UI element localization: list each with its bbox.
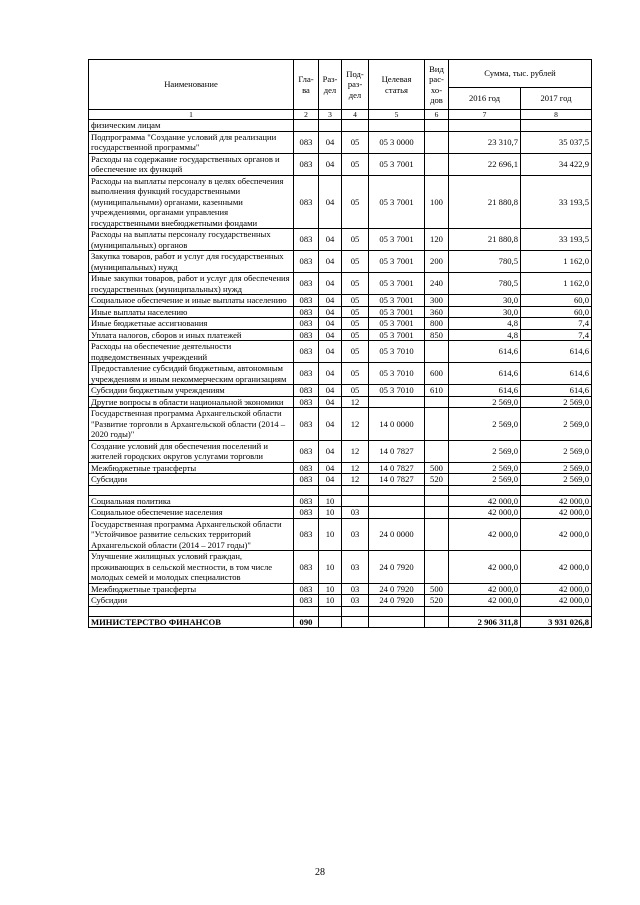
cell-subsection <box>342 120 369 132</box>
cell-section: 10 <box>319 518 342 551</box>
cell-exptype: 800 <box>425 318 449 330</box>
cell-section: 04 <box>319 396 342 408</box>
cell-section: 04 <box>319 440 342 462</box>
table-row <box>89 329 592 341</box>
cell-2017: 42 000,0 <box>521 495 592 507</box>
cell-name: Государственная программа Архангельской области "Устойчивое развитие сельских территорий Архангельской области (2014 – 2017 годы)" <box>89 518 294 551</box>
cell-name: Государственная программа Архангельской области "Развитие торговли в Архангельской области (2014 – 2020 годы)" <box>89 408 294 441</box>
cell-section: 04 <box>319 306 342 318</box>
cell-subsection: 05 <box>342 229 369 251</box>
cell-target: 05 3 7001 <box>369 153 425 175</box>
cell-chapter <box>294 120 319 132</box>
cell-exptype <box>425 518 449 551</box>
cell-exptype <box>425 485 449 495</box>
cell-section: 04 <box>319 462 342 474</box>
cell-exptype <box>425 507 449 519</box>
cell-section <box>319 606 342 616</box>
cell-chapter: 083 <box>294 440 319 462</box>
table-row <box>89 462 592 474</box>
cell-name: Расходы на обеспечение деятельности подведомственных учреждений <box>89 341 294 363</box>
cell-2017: 2 569,0 <box>521 440 592 462</box>
header-sum: Сумма, тыс. рублей <box>449 60 592 88</box>
cell-section: 10 <box>319 507 342 519</box>
header-target: Целевая статья <box>369 60 425 110</box>
column-number: 3 <box>319 110 342 120</box>
cell-2017: 60,0 <box>521 295 592 307</box>
cell-2016: 21 880,8 <box>449 175 521 229</box>
cell-2017: 42 000,0 <box>521 595 592 607</box>
cell-2016 <box>449 606 521 616</box>
table-row <box>89 551 592 584</box>
cell-2016: 614,6 <box>449 341 521 363</box>
cell-target: 24 0 7920 <box>369 595 425 607</box>
cell-section: 04 <box>319 229 342 251</box>
cell-section <box>319 120 342 132</box>
cell-target: 05 3 7001 <box>369 175 425 229</box>
cell-target: 05 3 7010 <box>369 341 425 363</box>
cell-exptype: 100 <box>425 175 449 229</box>
cell-target: 05 3 7001 <box>369 251 425 273</box>
header-year-2016: 2016 год <box>449 88 521 110</box>
table-row <box>89 229 592 251</box>
header-name: Наименование <box>89 60 294 110</box>
column-number: 8 <box>521 110 592 120</box>
cell-name: Закупка товаров, работ и услуг для государственных (муниципальных) нужд <box>89 251 294 273</box>
table-row <box>89 175 592 229</box>
cell-section: 10 <box>319 595 342 607</box>
table-row <box>89 583 592 595</box>
cell-subsection: 05 <box>342 273 369 295</box>
column-number-row <box>89 110 592 120</box>
cell-exptype: 240 <box>425 273 449 295</box>
cell-target: 14 0 7827 <box>369 440 425 462</box>
table-row <box>89 408 592 441</box>
cell-2016: 42 000,0 <box>449 495 521 507</box>
cell-subsection: 05 <box>342 341 369 363</box>
cell-subsection: 05 <box>342 363 369 385</box>
cell-section: 04 <box>319 251 342 273</box>
cell-2016: 780,5 <box>449 251 521 273</box>
table-row <box>89 251 592 273</box>
cell-subsection: 05 <box>342 153 369 175</box>
cell-section: 04 <box>319 474 342 486</box>
cell-chapter: 083 <box>294 175 319 229</box>
cell-exptype: 850 <box>425 329 449 341</box>
cell-name: Другие вопросы в области национальной экономики <box>89 396 294 408</box>
cell-exptype <box>425 495 449 507</box>
cell-target: 05 3 7010 <box>369 385 425 397</box>
table-row <box>89 485 592 495</box>
cell-2016 <box>449 485 521 495</box>
cell-subsection <box>342 495 369 507</box>
cell-name: Расходы на выплаты персоналу в целях обеспечения выполнения функций государственными (муниципальными) органами, казенными учреждениями, органами управления государственными внебюджетными фондами <box>89 175 294 229</box>
cell-2017: 42 000,0 <box>521 518 592 551</box>
cell-section <box>319 616 342 628</box>
cell-name: Расходы на содержание государственных органов и обеспечение их функций <box>89 153 294 175</box>
cell-name: Социальная политика <box>89 495 294 507</box>
cell-2016: 22 696,1 <box>449 153 521 175</box>
cell-chapter <box>294 485 319 495</box>
cell-exptype <box>425 120 449 132</box>
cell-exptype: 520 <box>425 595 449 607</box>
cell-section: 10 <box>319 583 342 595</box>
cell-name: Иные бюджетные ассигнования <box>89 318 294 330</box>
cell-exptype <box>425 153 449 175</box>
cell-section: 04 <box>319 318 342 330</box>
cell-2017: 1 162,0 <box>521 251 592 273</box>
cell-chapter: 083 <box>294 306 319 318</box>
cell-subsection: 05 <box>342 318 369 330</box>
column-number: 1 <box>89 110 294 120</box>
table-row <box>89 507 592 519</box>
table-row <box>89 474 592 486</box>
cell-section: 04 <box>319 408 342 441</box>
cell-subsection: 03 <box>342 518 369 551</box>
cell-2016: 30,0 <box>449 306 521 318</box>
cell-name: МИНИСТЕРСТВО ФИНАНСОВ <box>89 616 294 628</box>
column-number: 7 <box>449 110 521 120</box>
cell-2017: 35 037,5 <box>521 131 592 153</box>
cell-exptype: 600 <box>425 363 449 385</box>
cell-2017: 614,6 <box>521 341 592 363</box>
cell-2016: 2 569,0 <box>449 440 521 462</box>
cell-name: Подпрограмма "Создание условий для реализации государственной программы" <box>89 131 294 153</box>
cell-2017: 2 569,0 <box>521 408 592 441</box>
cell-2016: 614,6 <box>449 385 521 397</box>
cell-section: 04 <box>319 131 342 153</box>
cell-section: 10 <box>319 551 342 584</box>
cell-subsection: 05 <box>342 306 369 318</box>
table-row <box>89 273 592 295</box>
cell-2017 <box>521 120 592 132</box>
cell-subsection: 05 <box>342 131 369 153</box>
cell-section: 04 <box>319 329 342 341</box>
cell-exptype <box>425 396 449 408</box>
cell-chapter: 083 <box>294 385 319 397</box>
cell-section: 04 <box>319 175 342 229</box>
table-row <box>89 318 592 330</box>
cell-target: 14 0 0000 <box>369 408 425 441</box>
cell-name: Иные выплаты населению <box>89 306 294 318</box>
cell-2017: 34 422,9 <box>521 153 592 175</box>
cell-chapter: 083 <box>294 518 319 551</box>
cell-chapter: 083 <box>294 595 319 607</box>
cell-target <box>369 495 425 507</box>
table-row <box>89 131 592 153</box>
cell-name: Предоставление субсидий бюджетным, автономным учреждениям и иным некоммерческим организациям <box>89 363 294 385</box>
cell-target <box>369 507 425 519</box>
cell-exptype <box>425 551 449 584</box>
header-year-2017: 2017 год <box>521 88 592 110</box>
cell-2017: 2 569,0 <box>521 396 592 408</box>
cell-chapter: 090 <box>294 616 319 628</box>
cell-chapter: 083 <box>294 396 319 408</box>
column-number: 5 <box>369 110 425 120</box>
table-row <box>89 440 592 462</box>
cell-2017: 33 193,5 <box>521 175 592 229</box>
cell-subsection: 05 <box>342 175 369 229</box>
budget-table <box>88 59 592 628</box>
cell-name <box>89 606 294 616</box>
cell-target: 14 0 7827 <box>369 462 425 474</box>
table-row <box>89 341 592 363</box>
cell-target <box>369 485 425 495</box>
cell-2016: 4,8 <box>449 329 521 341</box>
cell-exptype: 500 <box>425 583 449 595</box>
cell-chapter: 083 <box>294 318 319 330</box>
cell-2016: 780,5 <box>449 273 521 295</box>
cell-2017: 42 000,0 <box>521 551 592 584</box>
page-number: 28 <box>315 867 325 878</box>
cell-chapter <box>294 606 319 616</box>
cell-2016: 21 880,8 <box>449 229 521 251</box>
cell-chapter: 083 <box>294 341 319 363</box>
cell-2017: 2 569,0 <box>521 474 592 486</box>
cell-exptype: 300 <box>425 295 449 307</box>
cell-exptype: 610 <box>425 385 449 397</box>
cell-target <box>369 606 425 616</box>
table-row <box>89 518 592 551</box>
cell-target <box>369 616 425 628</box>
cell-subsection: 05 <box>342 295 369 307</box>
cell-2016: 42 000,0 <box>449 583 521 595</box>
cell-subsection: 05 <box>342 385 369 397</box>
cell-subsection: 12 <box>342 396 369 408</box>
cell-target: 05 3 7001 <box>369 273 425 295</box>
cell-name: Социальное обеспечение и иные выплаты населению <box>89 295 294 307</box>
cell-exptype: 500 <box>425 462 449 474</box>
cell-2016: 2 569,0 <box>449 462 521 474</box>
cell-name: Субсидии бюджетным учреждениям <box>89 385 294 397</box>
cell-2016: 2 569,0 <box>449 396 521 408</box>
cell-target: 24 0 7920 <box>369 551 425 584</box>
cell-name: Субсидии <box>89 474 294 486</box>
cell-subsection <box>342 485 369 495</box>
cell-2017 <box>521 606 592 616</box>
cell-chapter: 083 <box>294 229 319 251</box>
cell-subsection: 12 <box>342 474 369 486</box>
cell-section <box>319 485 342 495</box>
cell-section: 04 <box>319 385 342 397</box>
cell-2016: 42 000,0 <box>449 518 521 551</box>
cell-chapter: 083 <box>294 474 319 486</box>
cell-2016: 614,6 <box>449 363 521 385</box>
cell-chapter: 083 <box>294 462 319 474</box>
cell-target: 05 3 7001 <box>369 318 425 330</box>
cell-2016: 42 000,0 <box>449 551 521 584</box>
cell-target: 05 3 7001 <box>369 306 425 318</box>
cell-exptype: 200 <box>425 251 449 273</box>
cell-2016: 23 310,7 <box>449 131 521 153</box>
cell-target: 05 3 7010 <box>369 363 425 385</box>
cell-target: 14 0 7827 <box>369 474 425 486</box>
cell-name: Межбюджетные трансферты <box>89 583 294 595</box>
cell-section: 04 <box>319 273 342 295</box>
cell-section: 04 <box>319 153 342 175</box>
cell-exptype: 520 <box>425 474 449 486</box>
cell-subsection <box>342 606 369 616</box>
cell-2017: 42 000,0 <box>521 583 592 595</box>
cell-2016: 42 000,0 <box>449 595 521 607</box>
table-body <box>89 120 592 628</box>
cell-target: 24 0 0000 <box>369 518 425 551</box>
header-chapter: Гла- ва <box>294 60 319 110</box>
column-number: 2 <box>294 110 319 120</box>
cell-chapter: 083 <box>294 507 319 519</box>
table-row <box>89 120 592 132</box>
cell-exptype <box>425 408 449 441</box>
cell-exptype <box>425 606 449 616</box>
header-section: Раз- дел <box>319 60 342 110</box>
column-number: 4 <box>342 110 369 120</box>
cell-name: Социальное обеспечение населения <box>89 507 294 519</box>
cell-2017: 614,6 <box>521 363 592 385</box>
cell-chapter: 083 <box>294 583 319 595</box>
cell-target: 05 3 7001 <box>369 295 425 307</box>
cell-2017: 614,6 <box>521 385 592 397</box>
table-row <box>89 363 592 385</box>
cell-chapter: 083 <box>294 408 319 441</box>
cell-exptype <box>425 341 449 363</box>
table-row <box>89 595 592 607</box>
cell-name: Уплата налогов, сборов и иных платежей <box>89 329 294 341</box>
cell-2017: 2 569,0 <box>521 462 592 474</box>
cell-2016: 2 569,0 <box>449 474 521 486</box>
cell-subsection: 12 <box>342 440 369 462</box>
table-header <box>89 60 592 120</box>
cell-2017 <box>521 485 592 495</box>
cell-subsection <box>342 616 369 628</box>
cell-2017: 7,4 <box>521 329 592 341</box>
cell-2017: 60,0 <box>521 306 592 318</box>
cell-subsection: 03 <box>342 507 369 519</box>
table-row <box>89 606 592 616</box>
cell-name: Иные закупки товаров, работ и услуг для обеспечения государственных (муниципальных) нужд <box>89 273 294 295</box>
cell-section: 04 <box>319 363 342 385</box>
cell-exptype <box>425 616 449 628</box>
header-subsection: Под- раз- дел <box>342 60 369 110</box>
cell-2016: 42 000,0 <box>449 507 521 519</box>
cell-chapter: 083 <box>294 329 319 341</box>
table-row <box>89 396 592 408</box>
cell-name: Создание условий для обеспечения поселений и жителей городских округов услугами торговли <box>89 440 294 462</box>
table-row <box>89 616 592 628</box>
cell-chapter: 083 <box>294 295 319 307</box>
cell-chapter: 083 <box>294 273 319 295</box>
cell-2016 <box>449 120 521 132</box>
cell-chapter: 083 <box>294 551 319 584</box>
cell-subsection: 03 <box>342 595 369 607</box>
cell-target: 05 3 7001 <box>369 329 425 341</box>
table-row <box>89 306 592 318</box>
cell-chapter: 083 <box>294 153 319 175</box>
cell-section: 04 <box>319 341 342 363</box>
cell-section: 10 <box>319 495 342 507</box>
cell-target: 05 3 7001 <box>369 229 425 251</box>
cell-exptype <box>425 440 449 462</box>
cell-exptype: 120 <box>425 229 449 251</box>
cell-target <box>369 396 425 408</box>
cell-name: Субсидии <box>89 595 294 607</box>
cell-name: Расходы на выплаты персоналу государственных (муниципальных) органов <box>89 229 294 251</box>
cell-subsection: 12 <box>342 408 369 441</box>
cell-chapter: 083 <box>294 251 319 273</box>
cell-subsection: 03 <box>342 583 369 595</box>
cell-chapter: 083 <box>294 363 319 385</box>
cell-2017: 42 000,0 <box>521 507 592 519</box>
cell-chapter: 083 <box>294 495 319 507</box>
table-row <box>89 295 592 307</box>
cell-section: 04 <box>319 295 342 307</box>
cell-2016: 30,0 <box>449 295 521 307</box>
cell-name: Улучшение жилищных условий граждан, проживающих в сельской местности, в том числе молодых семей и молодых специалистов <box>89 551 294 584</box>
cell-target <box>369 120 425 132</box>
cell-2016: 2 906 311,8 <box>449 616 521 628</box>
cell-exptype: 360 <box>425 306 449 318</box>
table-row <box>89 385 592 397</box>
cell-name: Межбюджетные трансферты <box>89 462 294 474</box>
cell-name <box>89 485 294 495</box>
table-row <box>89 153 592 175</box>
cell-target: 05 3 0000 <box>369 131 425 153</box>
cell-subsection: 03 <box>342 551 369 584</box>
header-exptype: Вид рас- хо- дов <box>425 60 449 110</box>
cell-2016: 4,8 <box>449 318 521 330</box>
cell-target: 24 0 7920 <box>369 583 425 595</box>
cell-name: физическим лицам <box>89 120 294 132</box>
cell-2017: 7,4 <box>521 318 592 330</box>
cell-2017: 1 162,0 <box>521 273 592 295</box>
table-row <box>89 495 592 507</box>
column-number: 6 <box>425 110 449 120</box>
cell-subsection: 05 <box>342 329 369 341</box>
cell-chapter: 083 <box>294 131 319 153</box>
cell-2017: 3 931 026,8 <box>521 616 592 628</box>
cell-2016: 2 569,0 <box>449 408 521 441</box>
cell-2017: 33 193,5 <box>521 229 592 251</box>
cell-subsection: 12 <box>342 462 369 474</box>
cell-exptype <box>425 131 449 153</box>
cell-subsection: 05 <box>342 251 369 273</box>
